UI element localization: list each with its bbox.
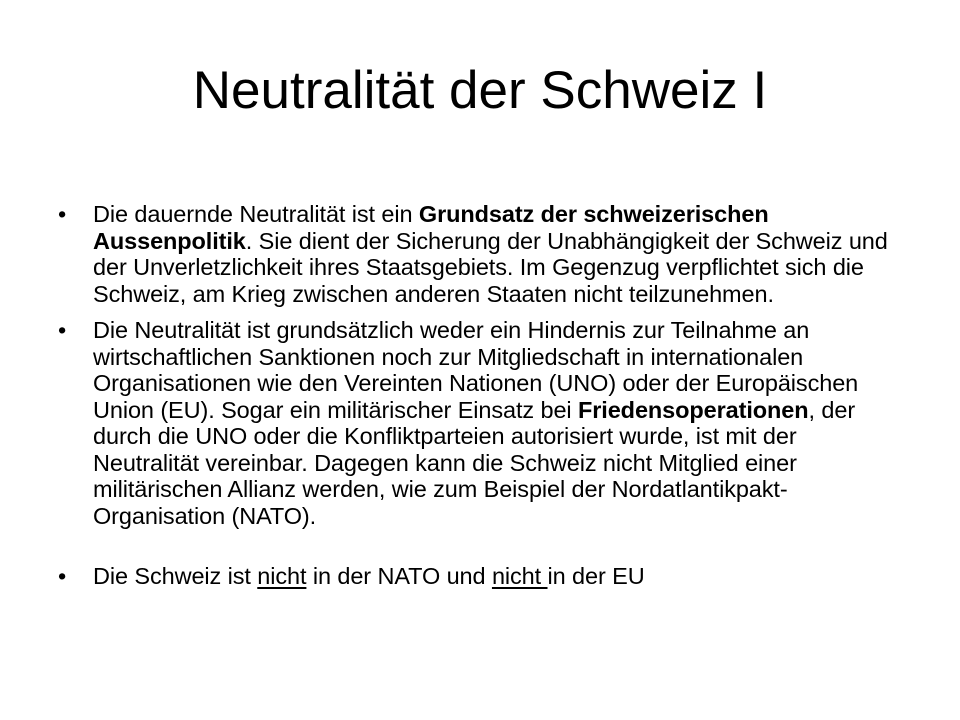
bullet-text: Die Neutralität ist grundsätzlich weder ein Hindernis zur Teilnahme an wirtschaftlichen Sanktionen noch zur Mitgliedschaft in internationalen Organisationen wie den Vereinten Nationen (UNO) oder der Europäischen Union (EU). Sogar ein militärischer Einsatz bei xyxy=(93,317,859,423)
bullet-text: in der NATO und xyxy=(306,563,492,589)
bullet-text: Die Schweiz ist xyxy=(93,563,258,589)
bullet-list xyxy=(58,201,908,590)
underlined-text: nicht xyxy=(257,563,307,589)
bullet-item-nato-eu xyxy=(58,563,908,590)
bullet-text: in der EU xyxy=(547,563,645,589)
bullet-icon: • xyxy=(58,201,67,227)
bullet-icon: • xyxy=(58,317,67,343)
bold-text: Grundsatz der schweizerischen Aussenpolitik xyxy=(93,201,769,254)
bullet-item-neutrality-principle xyxy=(58,201,908,307)
bullet-text: . Sie dient der Sicherung der Unabhängigkeit der Schweiz und der Unverletzlichkeit ihres Staatsgebiets. Im Gegenzug verpflichtet sich die Schweiz, am Krieg zwischen anderen Staaten nicht teilzunehmen. xyxy=(93,227,888,307)
underlined-text: nicht xyxy=(491,563,548,589)
bullet-text: , der durch die UNO oder die Konfliktparteien autorisiert wurde, ist mit der Neutralität vereinbar. Dagegen kann die Schweiz nicht Mitglied einer militärischen Allianz werden, wie zum Beispiel der Nordatlantikpakt-Organisation (NATO). xyxy=(93,396,856,529)
slide-title: Neutralität der Schweiz I xyxy=(192,61,768,120)
bold-text: Friedensoperationen xyxy=(577,396,809,423)
bullet-icon: • xyxy=(58,563,67,589)
bullet-item-sanctions-membership xyxy=(58,317,908,529)
bullet-text: Die dauernde Neutralität ist ein xyxy=(93,201,419,227)
